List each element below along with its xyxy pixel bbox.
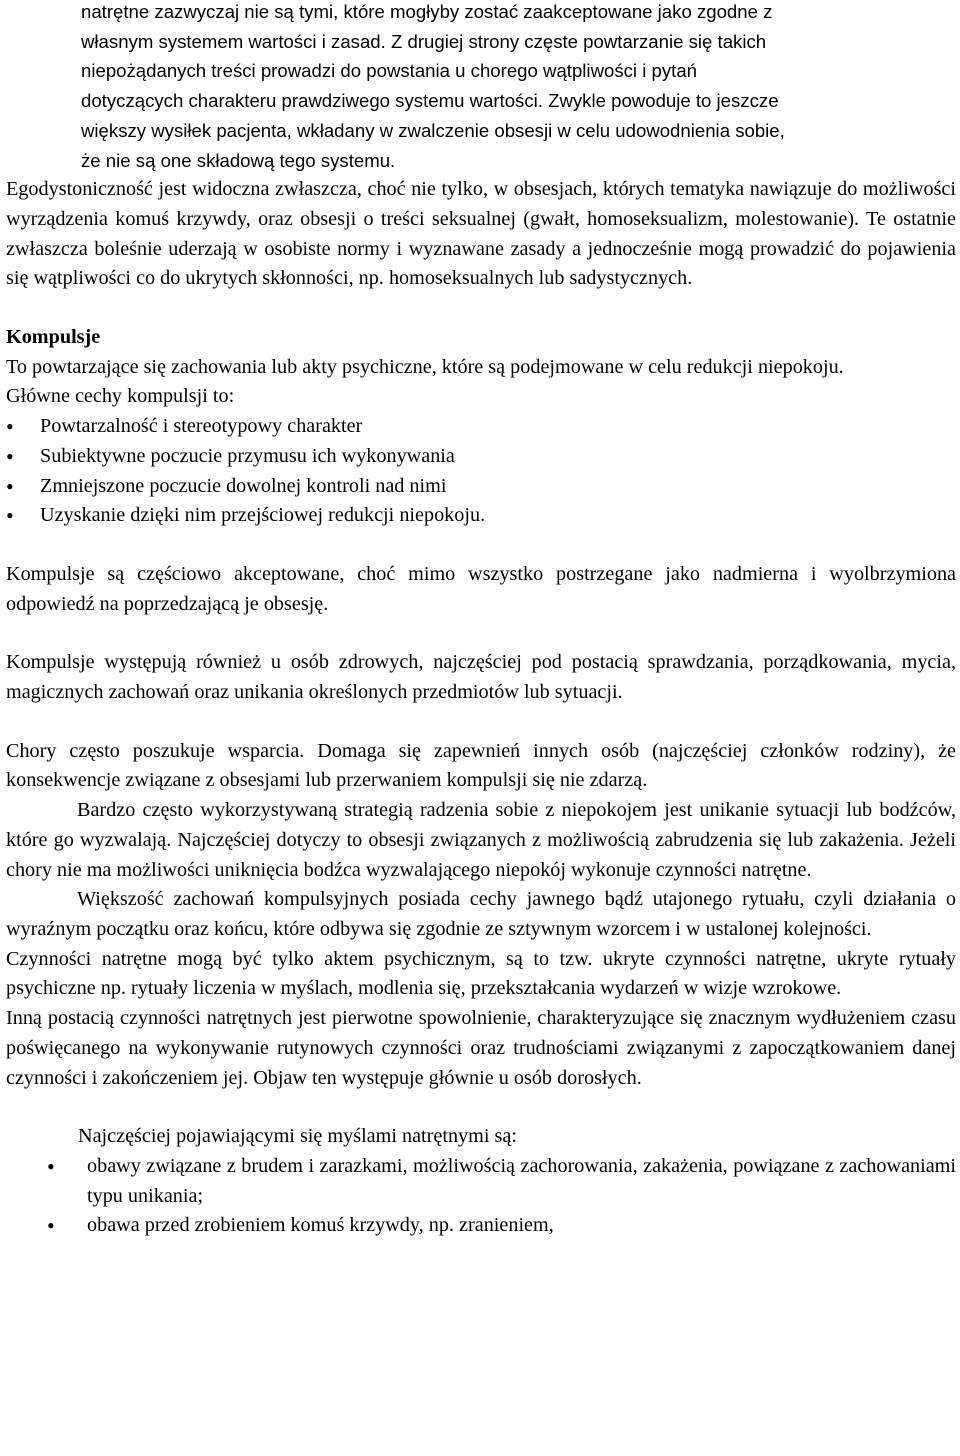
compulsions-definition: To powtarzające się zachowania lub akty psychiczne, które są podejmowane w celu redukcji niepokoju. [6,355,844,378]
list-item: • Powtarzalność i stereotypowy charakter [6,412,956,442]
text-line: niepożądanych treści prowadzi do powstania u chorego wątpliwości i pytań [81,60,698,82]
thoughts-intro: Najczęściej pojawiającymi się myślami natrętnymi są: [78,1125,517,1148]
text-line: większy wysiłek pacjenta, wkładany w zwalczenie obsesji w celu udowodnienia sobie, [81,119,785,141]
features-intro: Główne cechy kompulsji to: [6,385,235,408]
acceptance-paragraph: Kompulsje są częściowo akceptowane, choć mimo wszystko postrzegane jako nadmierna i wyolbrzymiona odpowiedź na poprzedzającą je obsesję. [6,562,956,615]
healthy-people-paragraph: Kompulsje występują również u osób zdrowych, najczęściej pod postacią sprawdzania, porządkowania, mycia, magicznych zachowań oraz unikania określonych przedmiotów lub sytuacji. [6,651,956,704]
list-item: • obawy związane z brudem i zarazkami, możliwością zachorowania, zakażenia, powiązane z zachowaniami typu unikania; [6,1152,956,1211]
egodystonicity-paragraph: Egodystoniczność jest widoczna zwłaszcza, choć nie tylko, w obsesjach, których tematyka nawiązuje do możliwości wyrządzenia komuś krzywdy, oraz obsesji o treści seksualnej (gwałt, homoseksualizm, molestowanie). Te ostatnie zwłaszcza boleśnie uderzają w osobiste normy i wyznawane zasady a jednocześnie mogą prowadzić do pojawienia się wątpliwości co do ukrytych skłonności, np. homoseksualnych lub sadystycznych. [6,178,956,290]
support-paragraph: Chory często poszukuje wsparcia. Domaga się zapewnień innych osób (najczęściej członków rodziny), że konsekwencje związane z obsesjami lub przerwaniem kompulsji się nie zdarzą. [6,739,956,792]
text-line: własnym systemem wartości i zasad. Z drugiej strony częste powtarzanie się takich [81,30,767,52]
features-list [6,412,956,531]
text-line: natrętne zazwyczaj nie są tymi, które mogłyby zostać zaakceptowane jako zgodne z [81,1,773,22]
list-item: • obawa przed zrobieniem komuś krzywdy, np. zranieniem, [6,1211,956,1241]
ritual-paragraph: Większość zachowań kompulsyjnych posiada cechy jawnego bądź utajonego rytuału, czyli działania o wyraźnym początku oraz końcu, które odbywa się zgodnie ze sztywnym wzorcem i w ustalonej kolejności. [6,888,956,940]
slowness-paragraph: Inną postacią czynności natrętnych jest pierwotne spowolnienie, charakteryzujące się znacznym wydłużeniem czasu poświęcanego na wykonywanie rutynowych czynności oraz trudnościami związanymi z zapoczątkowaniem danej czynności i zakończeniem jej. Objaw ten występuje głównie u osób dorosłych. [6,1007,956,1089]
obsession-values-paragraph [81,0,956,175]
thoughts-list [6,1152,956,1241]
text-line: że nie są one składową tego systemu. [81,149,396,171]
list-item: • Zmniejszone poczucie dowolnej kontroli nad nimi [6,472,956,502]
text-line: dotyczących charakteru prawdziwego systemu wartości. Zwykle powoduje to jeszcze [81,90,779,112]
avoidance-paragraph: Bardzo często wykorzystywaną strategią radzenia sobie z niepokojem jest unikanie sytuacji lub bodźców, które go wyzwalają. Najczęściej dotyczy to obsesji związanych z możliwością zabrudzenia się lub zakażenia. Jeżeli chory nie ma możliwości uniknięcia bodźca wyzwalającego niepokój wykonuje czynności natrętne. [6,799,956,881]
document-page [6,0,956,1241]
mental-acts-paragraph: Czynności natrętne mogą być tylko aktem psychicznym, są to tzw. ukryte czynności natrętne, ukryte rytuały psychiczne np. rytuały liczenia w myślach, modlenia się, przekształcania wydarzeń w wizje wzrokowe. [6,947,956,1000]
list-item: • Uzyskanie dzięki nim przejściowej redukcji niepokoju. [6,501,956,531]
list-item: • Subiektywne poczucie przymusu ich wykonywania [6,442,956,472]
compulsions-heading: Kompulsje [6,326,101,349]
